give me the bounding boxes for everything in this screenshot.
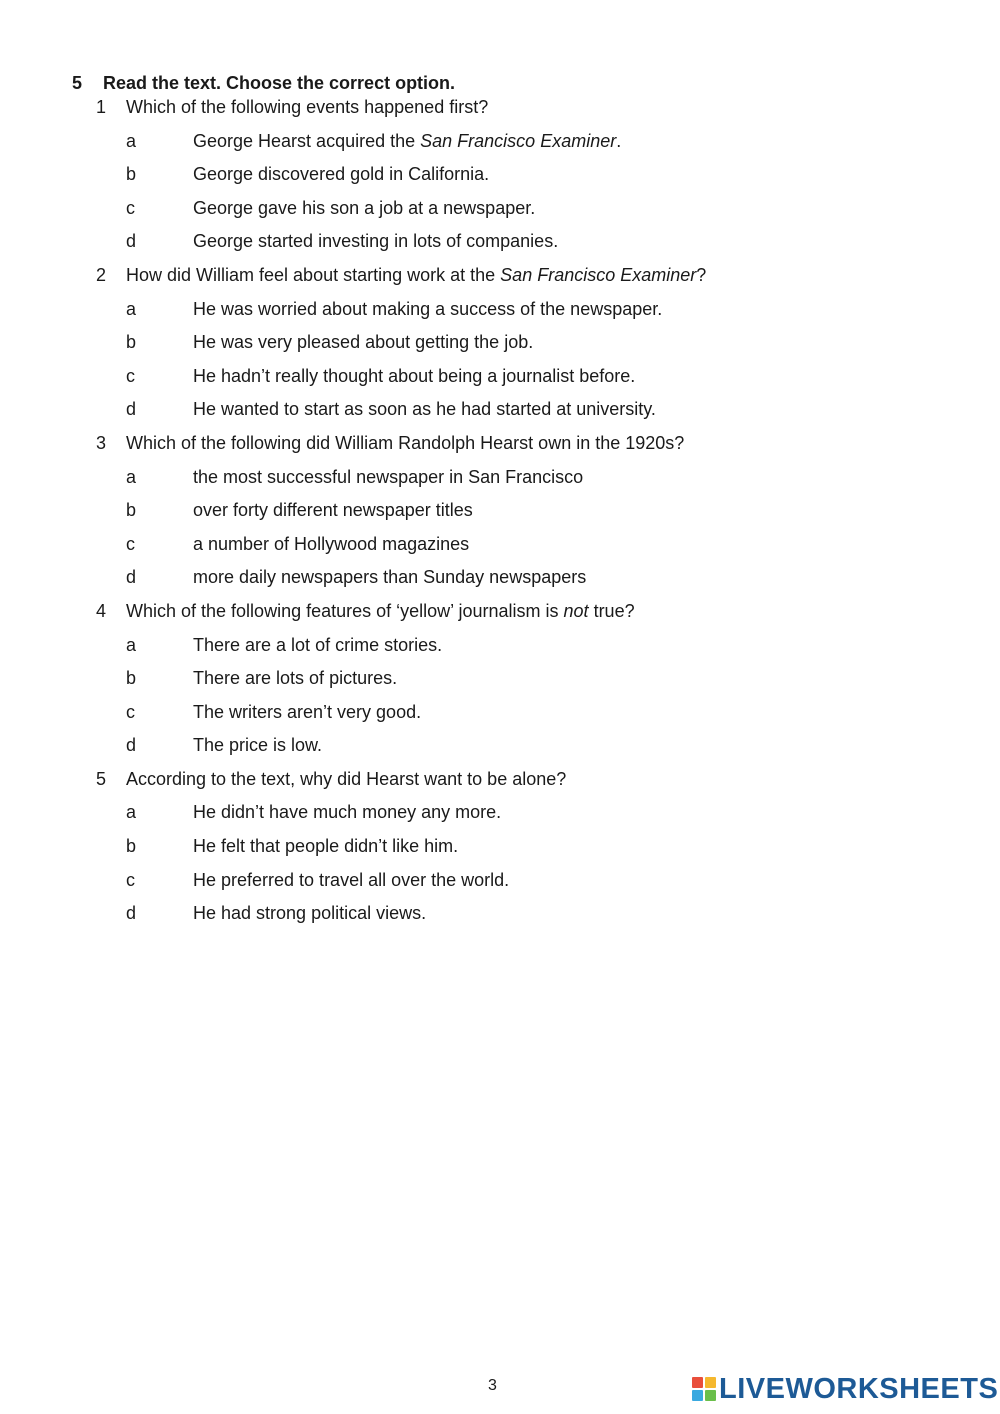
option-letter: a	[126, 802, 137, 823]
option-letter: a	[126, 298, 137, 319]
option-letter: a	[126, 130, 137, 151]
italic-text: not	[563, 600, 589, 621]
logo-square	[692, 1377, 703, 1388]
answer-option[interactable]	[96, 196, 976, 220]
text-span: There are a lot of crime stories.	[193, 634, 443, 655]
answer-option[interactable]	[96, 868, 976, 892]
question-text	[96, 767, 976, 791]
option-letter: c	[126, 701, 135, 722]
text-span: Which of the following features of ‘yellow’ journalism is	[126, 600, 564, 621]
italic-text: San Francisco Examiner	[500, 264, 697, 285]
text-span: the most successful newspaper in San Francisco	[193, 466, 584, 487]
option-letter: d	[126, 399, 137, 420]
text-span: The writers aren’t very good.	[193, 701, 422, 722]
text-span: The price is low.	[193, 735, 323, 756]
answer-option[interactable]	[96, 397, 976, 421]
text-span: George started investing in lots of companies.	[193, 231, 559, 252]
question-2	[96, 263, 976, 421]
option-letter: c	[126, 533, 135, 554]
text-span: He hadn’t really thought about being a journalist before.	[193, 365, 636, 386]
italic-text: San Francisco Examiner	[420, 130, 617, 151]
answer-option[interactable]	[96, 297, 976, 321]
answer-option[interactable]	[96, 834, 976, 858]
answer-option[interactable]	[96, 129, 976, 153]
question-number: 1	[96, 97, 107, 117]
option-letter: b	[126, 836, 137, 857]
text-span: There are lots of pictures.	[193, 668, 398, 689]
text-span: over forty different newspaper titles	[193, 500, 473, 521]
answer-option[interactable]	[96, 565, 976, 589]
text-span: He wanted to start as soon as he had started at university.	[193, 399, 656, 420]
page-number: 3	[488, 1377, 497, 1394]
question-text	[96, 263, 976, 287]
logo-square	[705, 1377, 716, 1388]
question-1	[96, 95, 976, 253]
text-span: .	[616, 130, 622, 151]
option-letter: b	[126, 332, 137, 353]
answer-option[interactable]	[96, 800, 976, 824]
text-span: Which of the following did William Randolph Hearst own in the 1920s?	[126, 432, 685, 453]
liveworksheets-logo	[692, 1374, 998, 1404]
exercise-instruction: Read the text. Choose the correct option.	[103, 73, 456, 93]
answer-option[interactable]	[96, 633, 976, 657]
logo-squares-icon	[692, 1377, 716, 1401]
option-letter: c	[126, 365, 135, 386]
option-letter: d	[126, 735, 137, 756]
question-text	[96, 599, 976, 623]
answer-option[interactable]	[96, 162, 976, 186]
exercise-header	[72, 71, 455, 95]
answer-option[interactable]	[96, 498, 976, 522]
text-span: George gave his son a job at a newspaper.	[193, 197, 536, 218]
answer-option[interactable]	[96, 229, 976, 253]
text-span: He was very pleased about getting the job.	[193, 332, 534, 353]
answer-option[interactable]	[96, 330, 976, 354]
text-span: a number of Hollywood magazines	[193, 533, 470, 554]
question-number: 3	[96, 432, 107, 453]
text-span: George Hearst acquired the	[193, 130, 421, 151]
logo-text: LIVEWORKSHEETS	[719, 1373, 999, 1405]
answer-option[interactable]	[96, 532, 976, 556]
option-letter: b	[126, 500, 137, 521]
option-letter: b	[126, 668, 137, 689]
text-span: George discovered gold in California.	[193, 164, 490, 185]
question-3	[96, 431, 976, 589]
question-text	[96, 431, 976, 455]
question-number: 5	[96, 768, 107, 789]
text-span: He felt that people didn’t like him.	[193, 836, 459, 857]
text-span: How did William feel about starting work at the	[126, 264, 501, 285]
question-number: 2	[96, 264, 107, 285]
question-text	[96, 95, 976, 119]
text-span: He preferred to travel all over the world.	[193, 869, 510, 890]
option-letter: b	[126, 164, 137, 185]
answer-option[interactable]	[96, 901, 976, 925]
question-4	[96, 599, 976, 757]
option-letter: d	[126, 567, 137, 588]
text-span: more daily newspapers than Sunday newspapers	[193, 567, 587, 588]
answer-option[interactable]	[96, 700, 976, 724]
logo-square	[692, 1390, 703, 1401]
option-letter: a	[126, 466, 137, 487]
logo-square	[705, 1390, 716, 1401]
answer-option[interactable]	[96, 733, 976, 757]
question-list	[96, 95, 976, 925]
option-letter: c	[126, 197, 135, 218]
text-span: Which of the following events happened first?	[126, 97, 489, 117]
option-letter: c	[126, 869, 135, 890]
text-span: true?	[588, 600, 635, 621]
question-5	[96, 767, 976, 925]
text-span: He had strong political views.	[193, 903, 427, 924]
answer-option[interactable]	[96, 364, 976, 388]
answer-option[interactable]	[96, 666, 976, 690]
option-letter: d	[126, 231, 137, 252]
exercise-number: 5	[72, 73, 83, 93]
text-span: According to the text, why did Hearst want to be alone?	[126, 768, 567, 789]
answer-option[interactable]	[96, 465, 976, 489]
question-number: 4	[96, 600, 107, 621]
option-letter: d	[126, 903, 137, 924]
text-span: ?	[696, 264, 707, 285]
text-span: He didn’t have much money any more.	[193, 802, 502, 823]
option-letter: a	[126, 634, 137, 655]
text-span: He was worried about making a success of the newspaper.	[193, 298, 663, 319]
